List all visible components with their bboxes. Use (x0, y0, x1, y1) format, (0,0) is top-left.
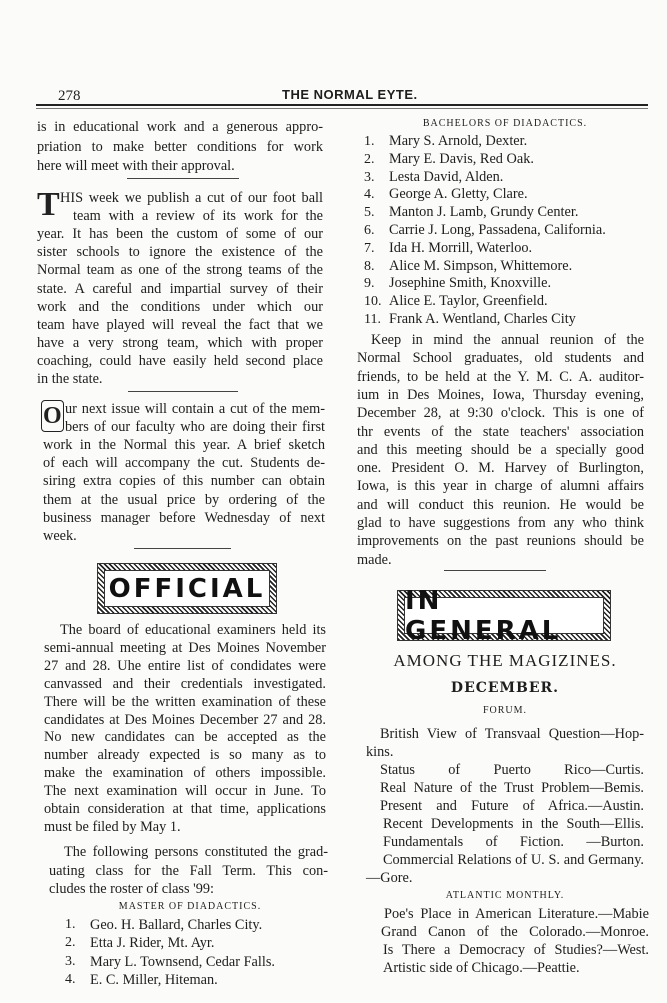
header-rule-thin (36, 108, 648, 109)
next-issue-paragraph-line: them at the usual price by ordering of the (43, 491, 325, 508)
reunion-paragraph-line: and this meeting should be a specially good (357, 441, 644, 458)
list-number: 3. (65, 953, 76, 969)
forum-article-line: British View of Transvaal Question—Hop- (380, 726, 644, 742)
header-rule (36, 104, 648, 106)
list-number: 8. (364, 258, 375, 274)
bachelors-list-item (364, 240, 654, 258)
list-number: 4. (65, 971, 76, 987)
december-heading: DECEMBER. (450, 680, 560, 696)
forum-article-line: Commercial Relations of U. S. and Germany. (383, 852, 644, 868)
forum-article-line: kins. (366, 744, 394, 760)
football-paragraph-line: HIS week we publish a cut of our foot ball (60, 190, 323, 206)
master-list-item (65, 953, 305, 971)
football-paragraph-line: coaching, could have easily held second place (37, 352, 323, 369)
football-paragraph-line: team with a review of its work for the (73, 208, 323, 225)
bachelors-list-item (364, 133, 654, 151)
bachelors-list-item (364, 151, 654, 169)
forum-article-line: Status of Puerto Rico—Curtis. (380, 762, 644, 778)
football-paragraph-line: year. It has been the custom of some of our (37, 226, 323, 243)
divider (127, 178, 239, 179)
examiners-paragraph-line: The next examination will occur in June. To (44, 783, 326, 800)
list-number: 11. (364, 312, 381, 327)
list-number: 4. (364, 187, 375, 203)
bachelors-list-item (364, 222, 654, 240)
master-list-item (65, 971, 305, 989)
forum-article-line: Fundamentals of Fiction. —Burton. (383, 834, 644, 850)
examiners-paragraph-line: number already expected is so many as to (44, 747, 326, 764)
reunion-paragraph-line: Normal School graduates, old students and (357, 350, 644, 367)
reunion-paragraph-line: December 28, at 9:30 o'clock. This is one of (357, 405, 644, 422)
next-issue-paragraph-line: siring extra copies of this number can obtain (43, 473, 325, 490)
reunion-paragraph-line: Iowa, is this year in charge of alumni affairs (357, 478, 644, 495)
football-paragraph-line: Normal team as one of the strong teams of the (37, 262, 323, 279)
reunion-paragraph-line: and will conduct this reunion. He would be (357, 496, 644, 513)
list-number: 3. (364, 169, 375, 185)
reunion-paragraph-line: one. President O. M. Harvey of Burlington, (357, 460, 644, 477)
among-heading: AMONG THE MAGIZINES. (393, 651, 617, 670)
list-text: Mary S. Arnold, Dexter. (389, 133, 528, 149)
graduates-paragraph-line: uating class for the Fall Term. This con- (49, 862, 328, 879)
examiners-paragraph-line: semi-annual meeting at Des Moines November (44, 639, 326, 656)
list-text: Manton J. Lamb, Grundy Center. (389, 204, 579, 221)
bachelors-list-item (364, 204, 654, 222)
atlantic-heading: ATLANTIC MONTHLY. (445, 890, 565, 901)
list-number: 1. (65, 917, 76, 932)
list-text: George A. Gletty, Clare. (389, 186, 528, 203)
list-number: 7. (364, 240, 375, 256)
list-number: 2. (65, 935, 76, 951)
divider (444, 570, 546, 571)
next-issue-paragraph-line: bers of our faculty who are doing their first (65, 419, 325, 436)
examiners-paragraph-line: obtain consideration at that time, applications (44, 801, 326, 817)
examiners-paragraph-line: The board of educational examiners held its (60, 622, 326, 638)
master-list-item (65, 934, 305, 952)
reunion-paragraph-line: ium in Des Moines, Iowa, Thursday evening, (357, 386, 644, 403)
examiners-paragraph-line: make the examination of others impossible. (44, 765, 326, 782)
bachelors-list-item (364, 169, 654, 187)
atlantic-article-line: Is There a Democracy of Studies?—West. (383, 942, 649, 959)
intro-paragraph-line: priation to make better conditions for work (37, 138, 323, 155)
forum-article-line: Recent Developments in the South—Ellis. (383, 816, 644, 832)
bachelors-heading: BACHELORS OF DIADACTICS. (422, 118, 588, 129)
atlantic-article-line: Poe's Place in American Literature.—Mabie (384, 906, 649, 922)
forum-article-line: —Gore. (366, 870, 413, 886)
reunion-paragraph-line: improvements on the past reunions should be (357, 533, 644, 550)
next-issue-paragraph-line: work in the Normal this year. A brief sketch (43, 437, 325, 454)
in-general-banner (397, 585, 611, 646)
drop-cap-t: T (37, 186, 60, 223)
graduates-paragraph-line: The following persons constituted the grad- (64, 844, 328, 860)
list-text: Alice E. Taylor, Greenfield. (389, 293, 548, 310)
list-text: Geo. H. Ballard, Charles City. (90, 917, 263, 933)
list-text: E. C. Miller, Hiteman. (90, 971, 218, 988)
list-text: Mary L. Townsend, Cedar Falls. (90, 953, 275, 970)
list-text: Lesta David, Alden. (389, 168, 504, 185)
examiners-paragraph-line: must be filed by May 1. (44, 818, 181, 835)
examiners-paragraph-line: canvassed and their credentials investigated. (44, 675, 326, 692)
football-paragraph-line: state. A careful and impartial survey of their (37, 280, 323, 297)
next-issue-paragraph-line: ur next issue will contain a cut of the mem- (65, 401, 325, 417)
list-text: Ida H. Morrill, Waterloo. (389, 239, 533, 256)
page-number: 278 (58, 88, 81, 104)
graduates-paragraph-line: cludes the roster of class '99: (49, 881, 214, 897)
football-paragraph-line: sister schools to ignore the existence of the (37, 244, 323, 261)
reunion-paragraph-line: glad to have suggestions from any who think (357, 515, 644, 531)
divider (134, 548, 231, 549)
football-paragraph-line: have a very strong team, which with proper (37, 334, 323, 351)
list-number: 9. (364, 276, 375, 292)
divider (128, 391, 238, 392)
list-number: 10. (364, 294, 382, 310)
intro-paragraph-line: is in educational work and a generous appro- (37, 119, 323, 135)
drop-cap-o: O (41, 400, 64, 432)
examiners-paragraph-line: There will be the written examination of these (44, 693, 326, 710)
next-issue-paragraph-line: week. (43, 527, 77, 544)
in-general-banner-text: IN GENERAL (404, 597, 604, 634)
list-text: Carrie J. Long, Passadena, California. (389, 222, 606, 238)
master-list-item (65, 916, 305, 934)
official-banner (97, 563, 277, 614)
next-issue-paragraph-line: of each will accompany the cut. Students de- (43, 455, 325, 472)
forum-article-line: Present and Future of Africa.—Austin. (380, 798, 644, 814)
list-text: Josephine Smith, Knoxville. (389, 275, 552, 292)
examiners-paragraph-line: candidates at Des Moines December 27 and 28. (44, 711, 326, 728)
next-issue-paragraph-line: business manager before Wednesday of next (43, 509, 325, 526)
football-paragraph-line: work and the conditions under which our (37, 298, 323, 315)
examiners-paragraph-line: No new candidates can be accepted as the (44, 729, 326, 746)
reunion-paragraph-line: friends, to be held at the Y. M. C. A. auditor- (357, 368, 644, 385)
bachelors-list-item (364, 311, 654, 329)
bachelors-list-item (364, 258, 654, 276)
reunion-paragraph-line: thr events of the state teachers' association (357, 423, 644, 440)
list-number: 6. (364, 223, 375, 238)
list-number: 1. (364, 134, 375, 149)
list-number: 2. (364, 151, 375, 167)
running-title: THE NORMAL EYTE. (282, 87, 418, 102)
reunion-paragraph-line: made. (357, 551, 392, 568)
atlantic-article-line: Grand Canon of the Colorado.—Monroe. (381, 924, 649, 941)
reunion-paragraph-line: Keep in mind the annual reunion of the (371, 332, 644, 348)
football-paragraph-line: in the state. (37, 371, 103, 387)
list-text: Etta J. Rider, Mt. Ayr. (90, 935, 215, 952)
bachelors-list-item (364, 293, 654, 311)
bachelors-list-item (364, 186, 654, 204)
forum-article-line: Real Nature of the Trust Problem—Bemis. (380, 780, 644, 796)
bachelors-list-item (364, 275, 654, 293)
master-heading: MASTER OF DIADACTICS. (118, 901, 262, 912)
football-paragraph-line: team have played will reveal the fact that we (37, 316, 323, 333)
forum-heading: FORUM. (482, 705, 528, 716)
official-banner-text: OFFICIAL (104, 570, 270, 607)
intro-paragraph-line: here will meet with their approval. (37, 158, 235, 175)
examiners-paragraph-line: 27 and 28. Uhe entire list of condidates were (44, 657, 326, 674)
atlantic-article-line: Artistic side of Chicago.—Peattie. (383, 960, 580, 977)
list-number: 5. (364, 205, 375, 221)
list-text: Mary E. Davis, Red Oak. (389, 150, 534, 167)
list-text: Alice M. Simpson, Whittemore. (389, 257, 573, 274)
list-text: Frank A. Wentland, Charles City (389, 311, 576, 327)
